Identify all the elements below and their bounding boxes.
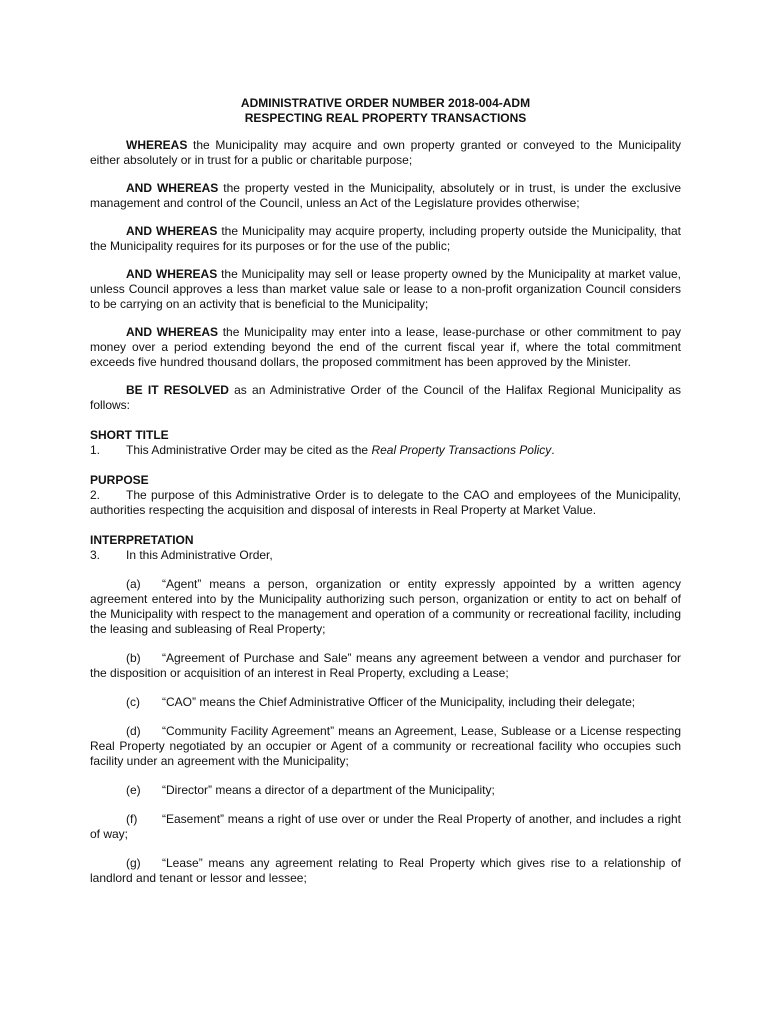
definition-text: “Community Facility Agreement” means an Agreement, Lease, Sublease or a License respecting Real Property negotiated by an occupier or Agent of a community or recreational facility who occupies such facility under an agreement with the Municipality; — [90, 724, 681, 768]
clause-text: as an Administrative Order of the Council of the Halifax Regional Municipality as follows: — [90, 383, 681, 412]
interpretation-heading: INTERPRETATION — [90, 533, 194, 547]
definition-text: “Director” means a director of a department of the Municipality; — [162, 783, 495, 797]
purpose-heading: PURPOSE — [90, 473, 149, 487]
definition-b — [90, 651, 681, 681]
clause-text: the Municipality may sell or lease property owned by the Municipality at market value, unless Council approves a less than market value sale or lease to a non-profit organization Council considers to be carrying on an activity that is beneficial to the Municipality; — [90, 267, 681, 311]
section-text: This Administrative Order may be cited as the — [126, 443, 372, 457]
section-number: 1. — [90, 443, 101, 457]
definition-text: “Agent” means a person, organization or entity expressly appointed by a written agency agreement entered into by the Municipality authorizing such person, organization or entity to act on behalf of the Municipality with respect to the management and operation of a community or recreational facility, including the leasing and subleasing of Real Property; — [90, 577, 681, 636]
clause-lead: AND WHEREAS — [126, 267, 218, 281]
clause-text: the property vested in the Municipality, absolutely or in trust, is under the exclusive management and control of the Council, unless an Act of the Legislature provides otherwise; — [90, 181, 682, 210]
whereas-clause-5 — [90, 325, 681, 370]
whereas-clause-3 — [90, 224, 681, 254]
definition-label: (c) — [126, 695, 140, 709]
definition-g — [90, 856, 681, 886]
short-title-heading: SHORT TITLE — [90, 428, 169, 442]
policy-name: Real Property Transactions Policy — [371, 443, 552, 457]
definition-text: “CAO” means the Chief Administrative Officer of the Municipality, including their delegate; — [162, 695, 636, 709]
section-number: 2. — [90, 488, 101, 502]
order-title-line-2: RESPECTING REAL PROPERTY TRANSACTIONS — [244, 111, 527, 125]
definition-e — [90, 783, 681, 798]
whereas-clause-1 — [90, 138, 681, 168]
section-text: In this Administrative Order, — [126, 548, 273, 562]
definition-d — [90, 724, 681, 769]
document-body — [90, 96, 681, 886]
clause-lead: AND WHEREAS — [126, 325, 219, 339]
section-number: 3. — [90, 548, 101, 562]
definition-text: “Lease” means any agreement relating to Real Property which gives rise to a relationship of landlord and tenant or lessor and lessee; — [90, 856, 681, 885]
order-title-line-1: ADMINISTRATIVE ORDER NUMBER 2018-004-ADM — [240, 96, 531, 110]
short-title-section — [90, 443, 681, 458]
interpretation-section — [90, 548, 681, 563]
definition-label: (g) — [126, 856, 141, 870]
definition-text: “Easement” means a right of use over or under the Real Property of another, and includes a right of way; — [90, 812, 681, 841]
purpose-section — [90, 488, 681, 518]
definition-label: (d) — [126, 724, 141, 738]
section-text-end: . — [551, 443, 555, 457]
definition-text: “Agreement of Purchase and Sale” means any agreement between a vendor and purchaser for the disposition or acquisition of an interest in Real Property, excluding a Lease; — [90, 651, 681, 680]
clause-text: the Municipality may acquire and own property granted or conveyed to the Municipality either absolutely or in trust for a public or charitable purpose; — [90, 138, 681, 167]
definition-label: (a) — [126, 577, 141, 591]
section-text: The purpose of this Administrative Order is to delegate to the CAO and employees of the Municipality, authorities respecting the acquisition and disposal of interests in Real Property at Market Value. — [90, 488, 681, 517]
clause-lead: AND WHEREAS — [126, 224, 218, 238]
definition-label: (f) — [126, 812, 138, 826]
definition-c — [90, 695, 681, 710]
clause-lead: AND WHEREAS — [126, 181, 219, 195]
whereas-clause-4 — [90, 267, 681, 312]
definition-label: (b) — [126, 651, 141, 665]
resolved-clause — [90, 383, 681, 413]
definition-f — [90, 812, 681, 842]
definition-label: (e) — [126, 783, 141, 797]
whereas-clause-2 — [90, 181, 681, 211]
clause-lead: WHEREAS — [126, 138, 188, 152]
clause-text: the Municipality may acquire property, including property outside the Municipality, that the Municipality requires for its purposes or for the use of the public; — [90, 224, 681, 253]
definition-a — [90, 577, 681, 637]
clause-text: the Municipality may enter into a lease, lease-purchase or other commitment to pay money over a period extending beyond the end of the current fiscal year if, where the total commitment exceeds five hundred thousand dollars, the proposed commitment has been approved by the Minister. — [90, 325, 682, 369]
clause-lead: BE IT RESOLVED — [126, 383, 229, 397]
